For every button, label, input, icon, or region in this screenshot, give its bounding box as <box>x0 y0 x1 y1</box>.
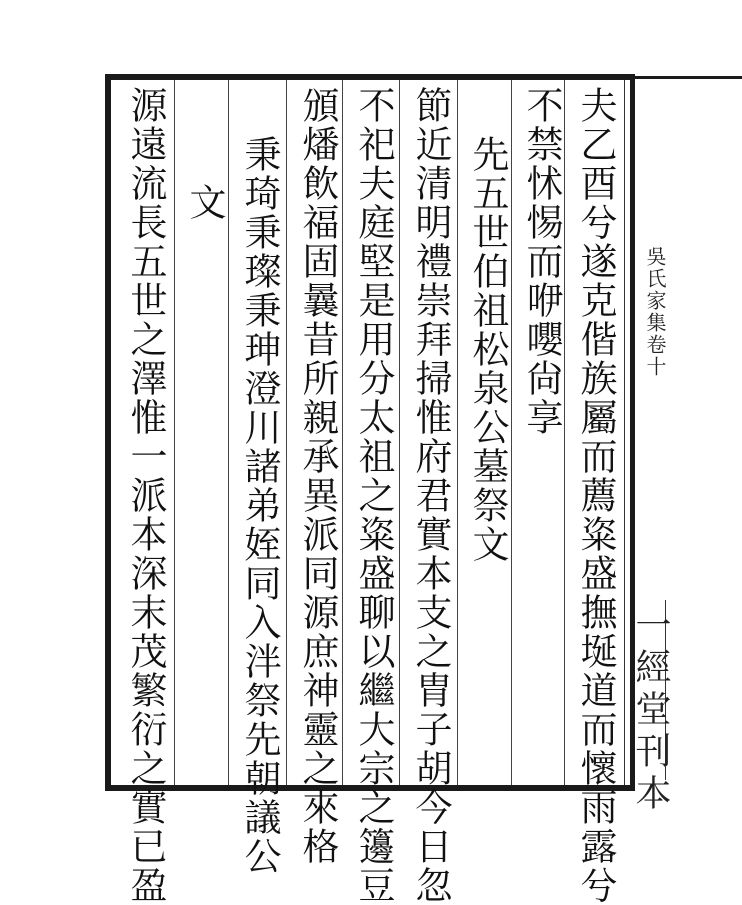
text-column-6: 頒燔飲福固曩昔所親承異派同源庶神靈之來格 <box>296 86 339 866</box>
text-column-8: 文 <box>183 183 226 222</box>
column-rule <box>457 80 458 785</box>
column-rule <box>174 80 175 785</box>
margin-edition-label: 一經堂刊本 <box>630 606 671 816</box>
column-rule <box>564 80 565 785</box>
frame-top-border <box>105 74 635 80</box>
column-rule <box>228 80 229 785</box>
column-rule <box>286 80 287 785</box>
column-rule <box>511 80 512 785</box>
text-column-3-heading: 先五世伯祖松泉公墓祭文 <box>466 135 509 564</box>
column-rule <box>399 80 400 785</box>
text-column-4: 節近清明禮崇拜掃惟府君實本支之胄子胡今日忽 <box>409 86 452 905</box>
text-column-9: 源遠流長五世之澤惟一派本深末茂繁衍之實已盈 <box>124 86 167 905</box>
frame-left-border <box>105 74 111 791</box>
text-column-1: 夫乙酉兮遂克偕族屬而薦粢盛撫埏道而懷雨露兮 <box>574 86 617 905</box>
column-rule <box>342 80 343 785</box>
frame-top-border-extension <box>635 76 742 79</box>
text-column-5: 不祀夫庭堅是用分太祖之粢盛聊以繼大宗之籩豆 <box>352 86 395 905</box>
text-column-7: 秉琦秉璨秉珅澄川諸弟姪同入泮祭先朝議公 <box>238 135 281 876</box>
margin-book-title: 吳氏家集卷十 <box>643 246 667 378</box>
text-column-2: 不禁怵惕而咿嚶尙享 <box>520 86 563 437</box>
